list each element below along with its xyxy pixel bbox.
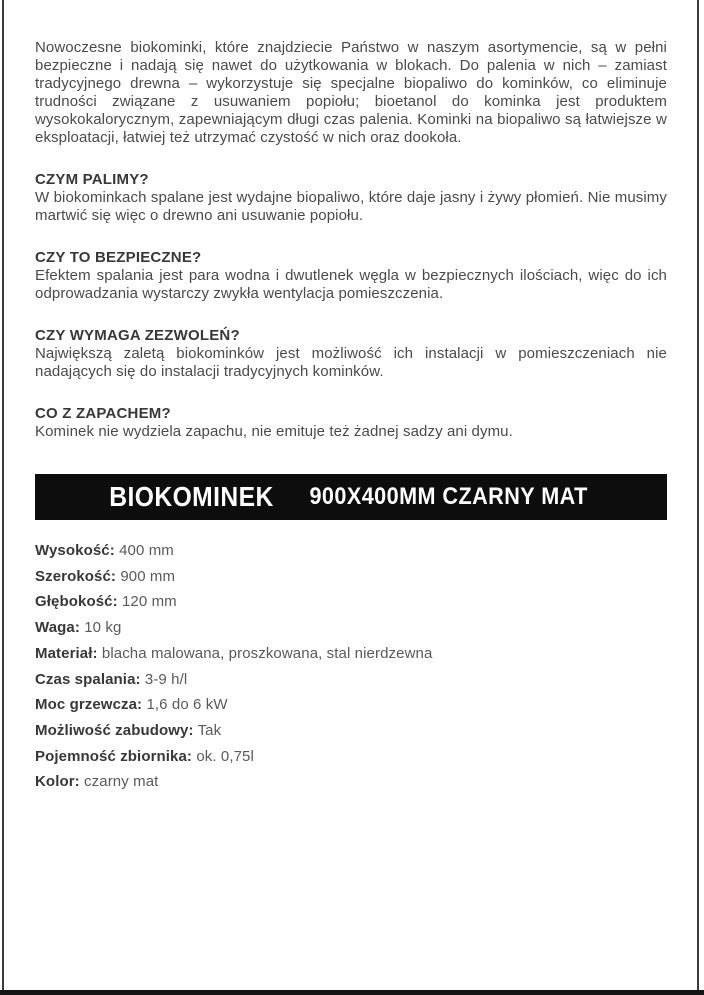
spec-label: Pojemność zbiornika: bbox=[35, 747, 193, 765]
spec-row-waga bbox=[35, 615, 667, 641]
section-co-z-zapachem bbox=[35, 405, 667, 441]
spec-row-glebokosc bbox=[35, 589, 667, 615]
spec-label: Moc grzewcza: bbox=[35, 696, 143, 714]
spec-label: Szerokość: bbox=[35, 567, 117, 585]
spec-value: 3-9 h/l bbox=[144, 670, 188, 688]
section-body: Największą zaletą biokominków jest możliwość ich instalacji w pomieszczeniach nie nadających się do instalacji tradycyjnych kominków. bbox=[35, 345, 667, 380]
spec-row-pojemnosc-zbiornika bbox=[35, 744, 667, 770]
section-body: Kominek nie wydziela zapachu, nie emituje też żadnej sadzy ani dymu. bbox=[35, 423, 513, 440]
spec-value: ok. 0,75l bbox=[196, 747, 254, 765]
section-czy-wymaga-zezwolen bbox=[35, 327, 667, 381]
spec-list bbox=[35, 538, 667, 795]
spec-value: blacha malowana, proszkowana, stal nierdzewna bbox=[101, 644, 433, 662]
spec-value: 900 mm bbox=[120, 567, 176, 585]
spec-label: Materiał: bbox=[35, 644, 98, 662]
spec-value: 1,6 do 6 kW bbox=[146, 696, 228, 714]
product-title-sub: 900X400MM CZARNY MAT bbox=[309, 483, 589, 510]
spec-row-kolor bbox=[35, 769, 667, 795]
section-heading: CZY TO BEZPIECZNE? bbox=[35, 249, 202, 266]
spec-value: 10 kg bbox=[84, 619, 122, 637]
section-heading: CO Z ZAPACHEM? bbox=[35, 405, 171, 422]
product-title-main: BIOKOMINEK bbox=[109, 481, 275, 512]
page-right-edge bbox=[697, 0, 699, 995]
spec-row-mozliwosc-zabudowy bbox=[35, 718, 667, 744]
page-bottom-bar bbox=[0, 990, 704, 995]
spec-value: 400 mm bbox=[119, 542, 174, 559]
spec-row-moc-grzewcza bbox=[35, 692, 667, 718]
spec-label: Kolor: bbox=[35, 773, 80, 791]
spec-label: Wysokość: bbox=[35, 542, 115, 559]
spec-value: 120 mm bbox=[121, 593, 177, 611]
spec-label: Możliwość zabudowy: bbox=[35, 721, 194, 739]
spec-label: Głębokość: bbox=[35, 593, 118, 611]
intro-paragraph: Nowoczesne biokominki, które znajdziecie Państwo w naszym asortymencie, są w pełni bezpieczne i nadają się nawet do użytkowania w blokach. Do palenia w nich – zamiast tradycyjnego drewna – wykorzystuje się specjalne biopaliwo do kominków, co eliminuje trudności związane z usuwaniem popiołu; bioetanol do kominka jest produktem wysokokalorycznym, zapewniającym długi czas palenia. Kominki na biopaliwo są łatwiejsze w eksploatacji, łatwiej też utrzymać czystość w nich oraz dookoła. bbox=[35, 39, 667, 146]
spec-row-czas-spalania bbox=[35, 667, 667, 693]
spec-value: Tak bbox=[197, 721, 222, 739]
section-heading: CZY WYMAGA ZEZWOLEŃ? bbox=[35, 327, 240, 344]
spec-label: Czas spalania: bbox=[35, 670, 141, 688]
document-content bbox=[35, 39, 667, 795]
section-czy-to-bezpieczne bbox=[35, 249, 667, 303]
section-heading: CZYM PALIMY? bbox=[35, 171, 149, 188]
product-title-banner bbox=[35, 474, 667, 520]
spec-row-wysokosc bbox=[35, 538, 667, 564]
section-body: Efektem spalania jest para wodna i dwutlenek węgla w bezpiecznych ilościach, więc do ich odprowadzania wystarczy zwykła wentylacja pomieszczenia. bbox=[35, 267, 667, 302]
section-czym-palimy bbox=[35, 171, 667, 225]
spec-row-material bbox=[35, 641, 667, 667]
section-body: W biokominkach spalane jest wydajne biopaliwo, które daje jasny i żywy płomień. Nie musimy martwić się więc o drewno ani usuwanie popiołu. bbox=[35, 189, 667, 224]
spec-value: czarny mat bbox=[84, 773, 159, 791]
page-left-edge bbox=[2, 0, 4, 995]
spec-row-szerokosc bbox=[35, 564, 667, 590]
spec-label: Waga: bbox=[35, 619, 80, 637]
